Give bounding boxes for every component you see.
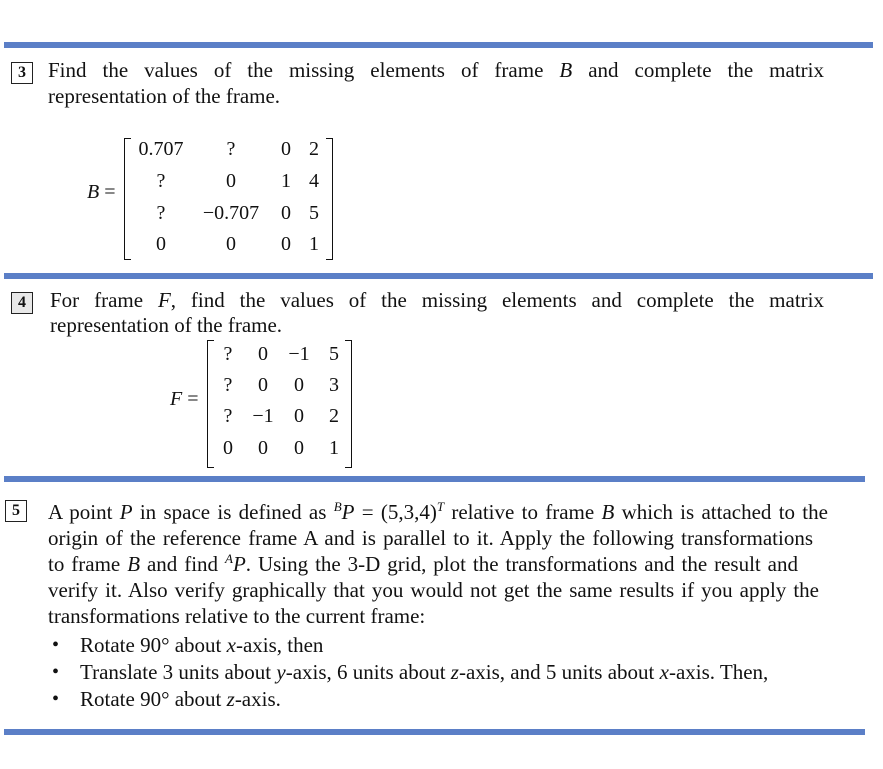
matrix-f-cell: 0 [223, 437, 233, 459]
matrix-f-cell: ? [223, 405, 233, 427]
matrix-b-cell: −0.707 [202, 202, 260, 224]
matrix-f-cell: ? [223, 374, 233, 396]
matrix-b-cell: 0 [156, 233, 166, 255]
matrix-b-cell: 0 [226, 233, 236, 255]
matrix-b-cell: 1 [281, 170, 291, 192]
matrix-f-cell: ? [223, 343, 233, 365]
matrix-b-label: B = [87, 181, 116, 203]
matrix-f-right-bracket [345, 340, 352, 468]
matrix-b-cell: 0 [226, 170, 236, 192]
matrix-b-cell: ? [156, 202, 166, 224]
bullet-item: • Rotate 90° about z-axis. [48, 686, 768, 713]
matrix-b-cell: 2 [309, 138, 319, 160]
section-divider-3-4 [4, 273, 873, 279]
matrix-b-cell: 0.707 [138, 138, 184, 160]
problem-5-line-3: to frame B and find $^A$P. Using the 3-D grid, plot the transformations and the result and [48, 551, 798, 576]
matrix-b-cell: 0 [281, 138, 291, 160]
matrix-f-cell: 0 [258, 374, 268, 396]
section-divider-top [4, 42, 873, 48]
matrix-f-left-bracket [207, 340, 214, 468]
section-divider-4-5 [4, 476, 865, 482]
matrix-f-label: F = [170, 388, 199, 410]
problem-4-line-1: For frame F, find the values of the missing elements and complete the matrix [50, 288, 824, 312]
matrix-b-cell: 0 [281, 233, 291, 255]
problem-5-number: 5 [5, 500, 27, 522]
matrix-f-cell: 0 [258, 343, 268, 365]
problem-3-number: 3 [11, 62, 33, 84]
matrix-b-cell: 1 [309, 233, 319, 255]
matrix-f-cell: 3 [329, 374, 339, 396]
bullet-item: • Translate 3 units about y-axis, 6 units about z-axis, and 5 units about x-axis. Then, [48, 659, 768, 686]
problem-5-line-4: verify it. Also verify graphically that you would not get the same results if you apply the [48, 578, 819, 602]
matrix-b-cell: ? [226, 138, 236, 160]
problem-3-line-2: representation of the frame. [48, 84, 281, 108]
problem-5-line-2: origin of the reference frame A and is parallel to it. Apply the following transformations [48, 526, 813, 550]
problem-4-line-2: representation of the frame. [50, 313, 283, 337]
matrix-f-cell: 0 [294, 405, 304, 427]
section-divider-bottom [4, 729, 865, 735]
matrix-b-cell: 0 [281, 202, 291, 224]
problem-5-line-1: A point P in space is defined as $^BP = (5,3,4)^T$ relative to frame B which is attached to the [48, 499, 828, 524]
problem-4-number: 4 [11, 292, 33, 314]
matrix-b-cell: ? [156, 170, 166, 192]
matrix-b-right-bracket [326, 138, 333, 260]
matrix-f-cell: 1 [329, 437, 339, 459]
matrix-f-cell: −1 [288, 343, 310, 365]
matrix-f-cell: 2 [329, 405, 339, 427]
bullet-item: • Rotate 90° about x-axis, then [48, 632, 768, 659]
matrix-f-cell: 0 [294, 374, 304, 396]
matrix-b-cell: 5 [309, 202, 319, 224]
matrix-b-cell: 4 [309, 170, 319, 192]
matrix-f-cell: 0 [258, 437, 268, 459]
matrix-f-cell: 0 [294, 437, 304, 459]
problem-5-line-5: transformations relative to the current frame: [48, 604, 426, 628]
matrix-f-cell: −1 [252, 405, 274, 427]
transformation-list [48, 632, 768, 713]
matrix-f-cell: 5 [329, 343, 339, 365]
problem-3-line-1: Find the values of the missing elements of frame B and complete the matrix [48, 58, 824, 82]
matrix-b-left-bracket [124, 138, 131, 260]
